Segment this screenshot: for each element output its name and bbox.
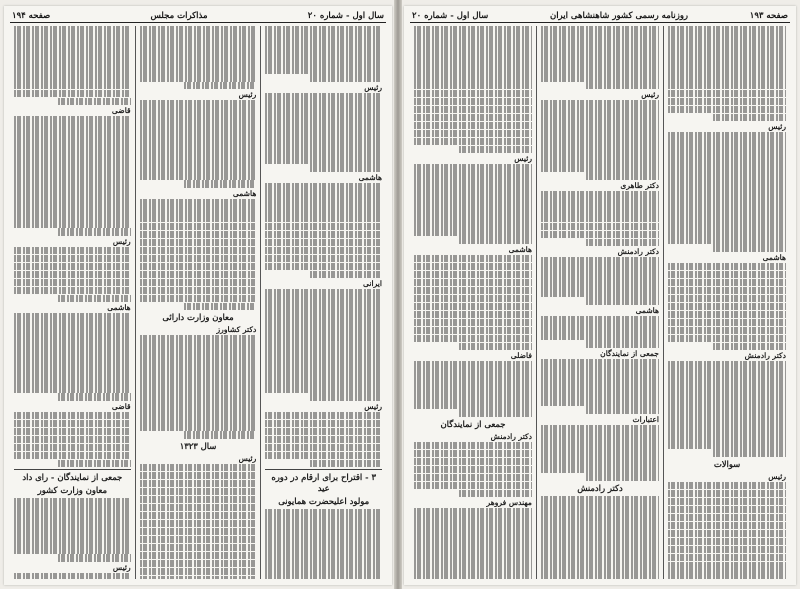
right-columns xyxy=(410,26,790,579)
right-page-number: صفحه ۱۹۳ xyxy=(749,10,788,21)
speaker-label: رئیس xyxy=(238,453,257,463)
section-heading: جمعی از نمایندگان - رای داد xyxy=(22,472,123,483)
speaker-label: هاشمی xyxy=(107,303,131,313)
right-issue: سال اول - شماره ۲۰ xyxy=(412,10,489,21)
section-heading: مولود اعلیحضرت همایونی xyxy=(278,496,370,507)
speaker-label: رئیس xyxy=(112,236,131,246)
speaker-label: رئیس xyxy=(112,562,131,572)
speaker-label: هاشمی xyxy=(358,172,382,182)
section-heading: جمعی از نمایندگان xyxy=(440,418,506,429)
speaker-label: رئیس xyxy=(364,401,382,411)
speaker-label: رئیس xyxy=(238,90,257,100)
speaker-label: فاضلی xyxy=(510,351,532,361)
left-column-2 xyxy=(135,26,261,579)
speaker-label: ایرانی xyxy=(363,279,382,289)
right-column-1 xyxy=(663,26,790,579)
speaker-label: هاشمی xyxy=(635,305,659,315)
speaker-label: دکتر رادمنش xyxy=(490,431,532,441)
right-title: روزنامه رسمی کشور شاهنشاهی ایران xyxy=(549,10,689,21)
speaker-label: رئیس xyxy=(768,471,786,481)
section-heading: معاون وزارت کشور xyxy=(37,485,107,496)
speaker-label: دکتر رادمنش xyxy=(617,247,659,257)
speaker-label: هاشمی xyxy=(762,252,786,262)
speaker-label: قاضی xyxy=(111,106,131,116)
left-page-number: صفحه ۱۹۴ xyxy=(12,10,51,21)
left-columns xyxy=(10,26,386,579)
left-section: مذاکرات مجلس xyxy=(150,10,208,21)
speaker-label: هاشمی xyxy=(508,244,532,254)
speaker-label: رئیس xyxy=(768,122,786,132)
left-column-1 xyxy=(260,26,386,579)
section-heading: سال ۱۳۲۳ xyxy=(179,440,217,451)
right-column-2 xyxy=(536,26,663,579)
book-spine xyxy=(394,0,402,589)
speaker-label: جمعی از نمایندگان xyxy=(600,348,659,358)
speaker-label: مهندس فروهر xyxy=(486,498,532,508)
section-heading: دکتر رادمنش xyxy=(577,482,623,493)
speaker-label: رئیس xyxy=(364,82,382,92)
right-column-3 xyxy=(410,26,536,579)
speaker-label: دکتر طاهری xyxy=(620,180,659,190)
section-heading: معاون وزارت دارائی xyxy=(162,312,234,323)
speaker-label: قاضی xyxy=(111,401,131,411)
right-page-header xyxy=(410,9,790,23)
left-issue: سال اول - شماره ۲۰ xyxy=(307,10,384,21)
section-heading: سوالات xyxy=(713,458,741,469)
left-page xyxy=(4,6,392,585)
right-page xyxy=(404,6,796,585)
speaker-label: اعتبارات xyxy=(632,415,659,424)
speaker-label: دکتر رادمنش xyxy=(744,351,786,361)
speaker-label: هاشمی xyxy=(232,188,257,198)
section-heading: ۳ - اقتراح برای ارقام در دوره عید xyxy=(271,472,376,494)
speaker-label: رئیس xyxy=(514,154,532,164)
left-column-3 xyxy=(10,26,135,579)
speaker-label: رئیس xyxy=(641,90,659,100)
left-page-header xyxy=(10,9,386,23)
speaker-label: دکتر کشاورز xyxy=(216,325,257,335)
